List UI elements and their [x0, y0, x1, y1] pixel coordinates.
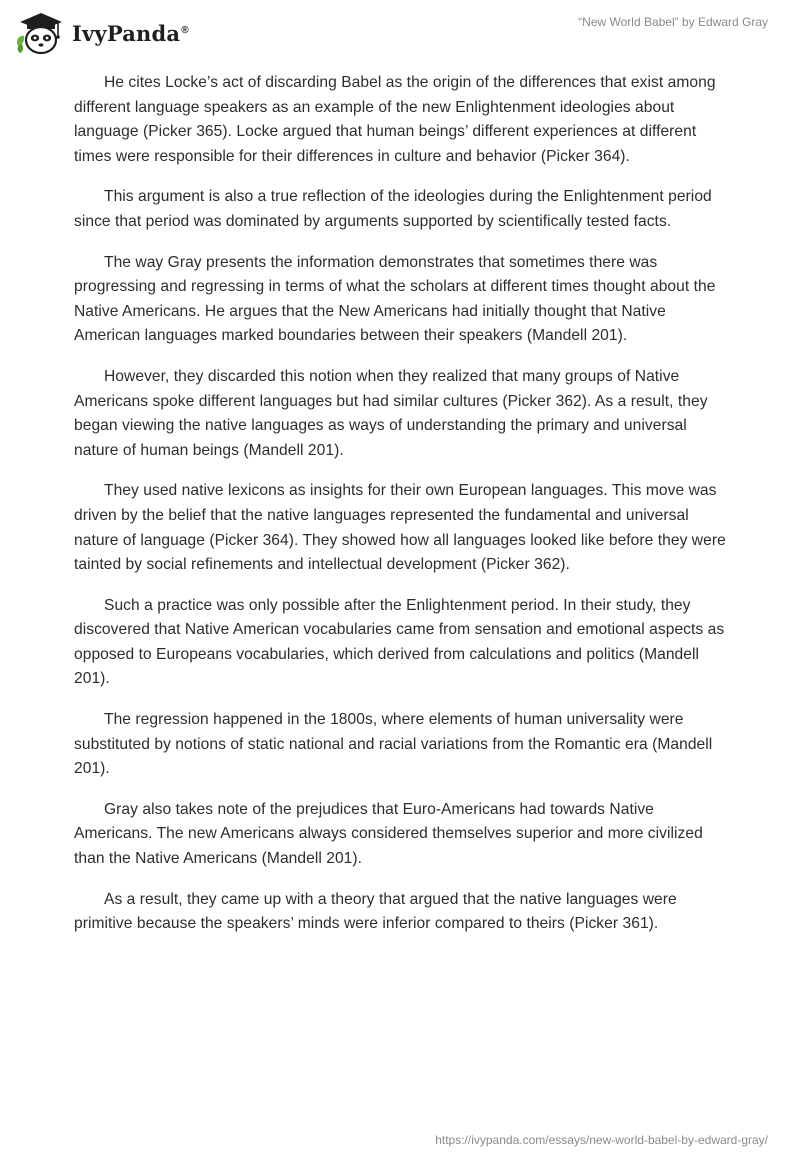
essay-body	[74, 71, 734, 953]
brand-name: IvyPanda®	[72, 20, 189, 46]
panda-graduate-icon	[14, 8, 66, 56]
paragraph: Gray also takes note of the prejudices that Euro-Americans had towards Native Americans. The new Americans always considered themselves superior and more civilized than the Native Americans (Mandell 201).	[74, 800, 703, 868]
paragraph: He cites Locke’s act of discarding Babel as the origin of the differences that exist among different language speakers as an example of the new Enlightenment ideologies about language (Picker 365). Locke argued that human beings’ different experiences at different times were responsible for their differences in culture and behavior (Picker 364).	[74, 74, 716, 165]
paragraph: They used native lexicons as insights for their own European languages. This move was driven by the belief that the native languages represented the fundamental and universal nature of language (Picker 364). They showed how all languages looked like before they were tainted by social refinements and intellectual development (Picker 362).	[74, 482, 726, 574]
paragraph: As a result, they came up with a theory that argued that the native languages were primitive because the speakers’ minds were inferior compared to theirs (Picker 361).	[74, 890, 677, 933]
paragraph: The way Gray presents the information demonstrates that sometimes there was progressing and regressing in terms of what the scholars at different times thought about the Native Americans. He argues that the New Americans had initially thought that Native American languages marked boundaries between their speakers (Mandell 201).	[74, 253, 716, 345]
registered-mark: ®	[181, 24, 189, 36]
paragraph: However, they discarded this notion when they realized that many groups of Native Americans spoke different languages but had similar cultures (Picker 362). As a result, they began viewing the native languages as ways of understanding the primary and universal nature of human beings (Mandell 201).	[74, 367, 708, 459]
source-url[interactable]: https://ivypanda.com/essays/new-world-babel-by-edward-gray/	[435, 1133, 768, 1147]
document-title: “New World Babel” by Edward Gray	[578, 15, 768, 29]
page-header	[0, 0, 800, 62]
paragraph: Such a practice was only possible after the Enlightenment period. In their study, they discovered that Native American vocabularies came from sensation and emotional aspects as opposed to Europeans vocabularies, which derived from calculations and politics (Mandell 201).	[74, 596, 725, 688]
ivypanda-logo[interactable]	[14, 8, 189, 56]
paragraph: This argument is also a true reflection of the ideologies during the Enlightenment period since that period was dominated by arguments supported by scientifically tested facts.	[74, 188, 712, 230]
paragraph: The regression happened in the 1800s, where elements of human universality were substituted by notions of static national and racial variations from the Romantic era (Mandell 201).	[74, 711, 713, 778]
